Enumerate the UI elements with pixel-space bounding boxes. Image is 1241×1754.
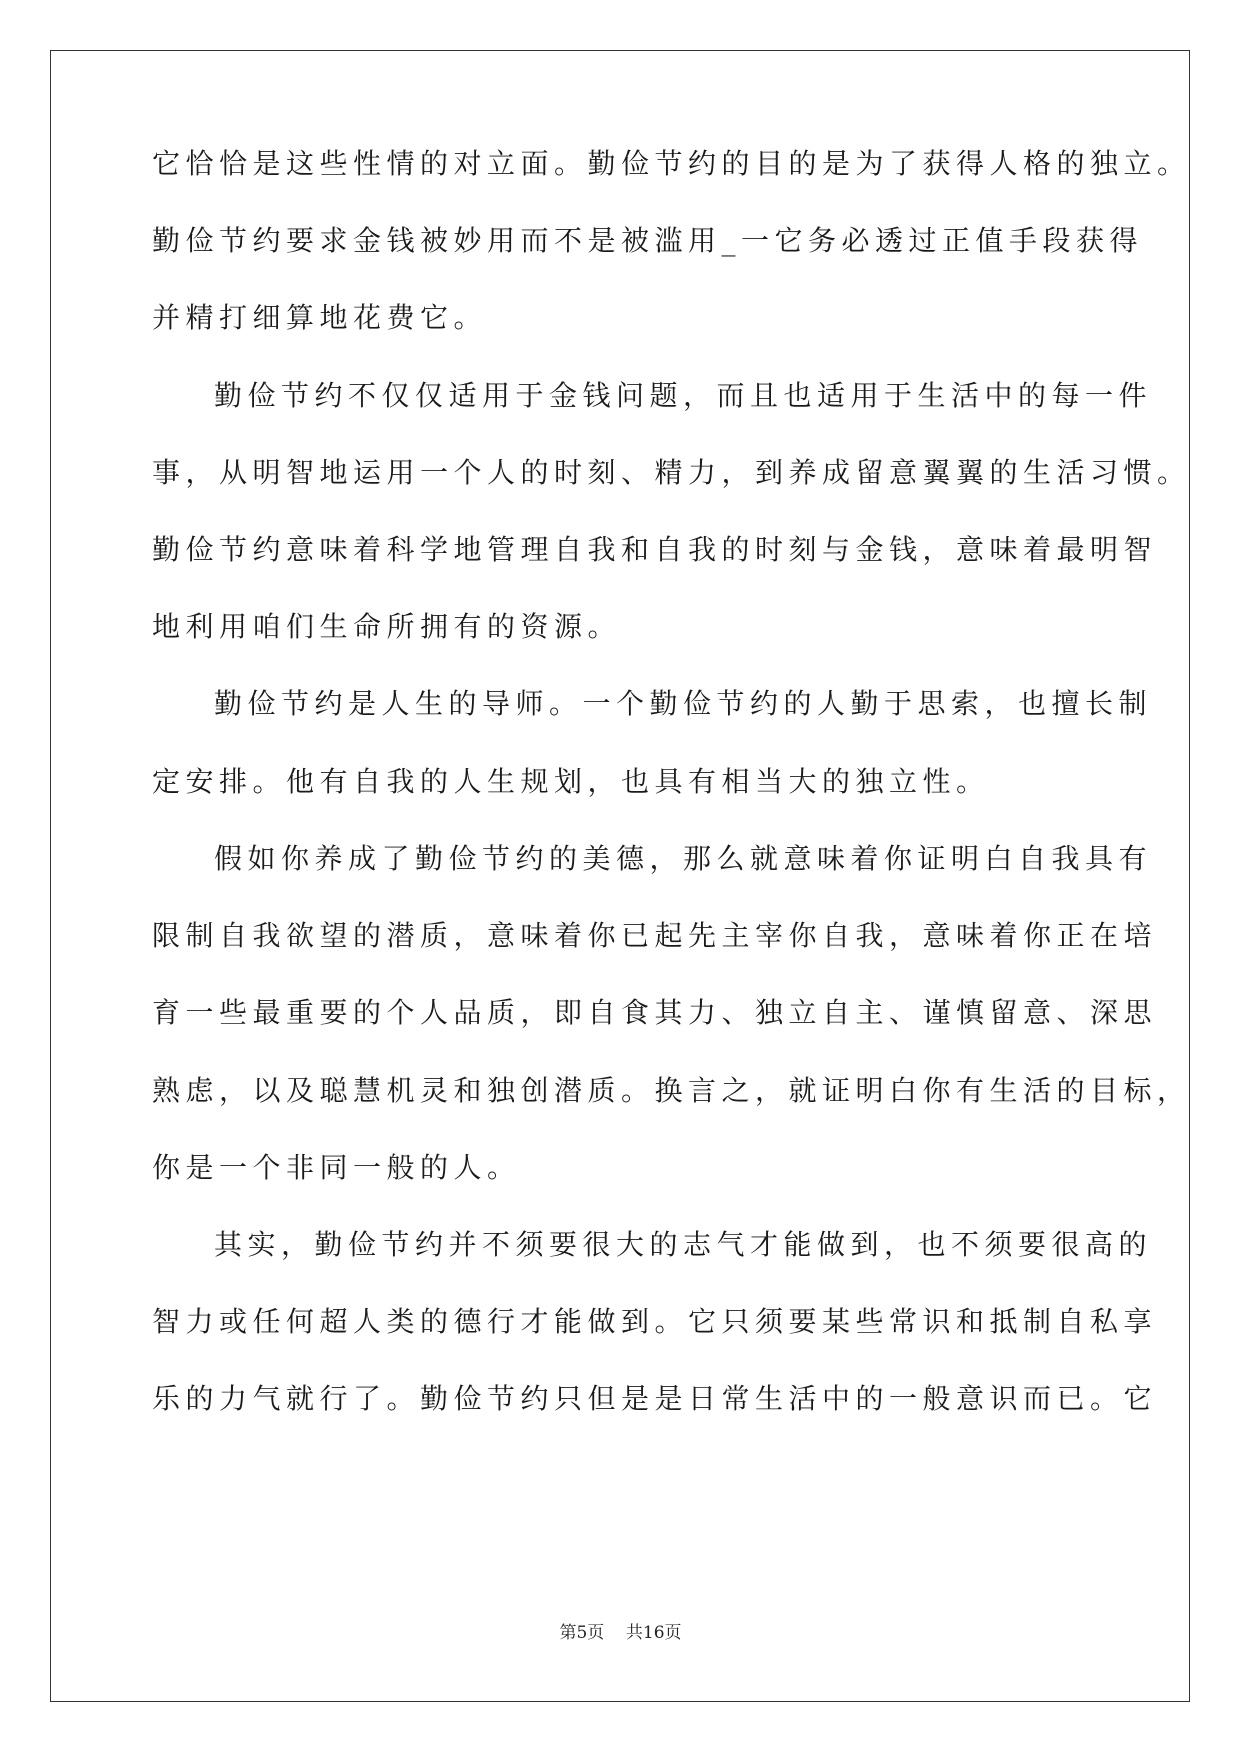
text-line: 育一些最重要的个人品质，即自食其力、独立自主、谨慎留意、深思 [152,996,1158,1029]
text-line: 假如你养成了勤俭节约的美德，那么就意味着你证明白自我具有 [214,842,1153,875]
text-line: 勤俭节约不仅仅适用于金钱问题，而且也适用于生活中的每一件 [214,379,1153,412]
text-line: 地利用咱们生命所拥有的资源。 [152,610,622,643]
text-line: 你是一个非同一般的人。 [152,1151,521,1184]
text-line: 定安排。他有自我的人生规划，也具有相当大的独立性。 [152,765,990,798]
text-line: 它恰恰是这些性情的对立面。勤俭节约的目的是为了获得人格的独立。 [152,147,1191,180]
text-line: 智力或任何超人类的德行才能做到。它只须要某些常识和抵制自私享 [152,1305,1158,1338]
text-line: 勤俭节约是人生的导师。一个勤俭节约的人勤于思索，也擅长制 [214,687,1153,720]
text-line: 并精打细算地花费它。 [152,301,488,334]
text-line: 其实，勤俭节约并不须要很大的志气才能做到，也不须要很高的 [214,1228,1153,1261]
page-number-footer: 第5页 共16页 [559,1623,682,1643]
text-line: 勤俭节约意味着科学地管理自我和自我的时刻与金钱，意味着最明智 [152,533,1158,566]
text-line: 熟虑，以及聪慧机灵和独创潜质。换言之，就证明白你有生活的目标， [152,1074,1191,1107]
text-line: 勤俭节约要求金钱被妙用而不是被滥用_一它务必透过正值手段获得 [152,224,1144,257]
text-line: 乐的力气就行了。勤俭节约只但是是日常生活中的一般意识而已。它 [152,1382,1158,1415]
text-line: 事，从明智地运用一个人的时刻、精力，到养成留意翼翼的生活习惯。 [152,456,1191,489]
text-line: 限制自我欲望的潜质，意味着你已起先主宰你自我，意味着你正在培 [152,919,1158,952]
